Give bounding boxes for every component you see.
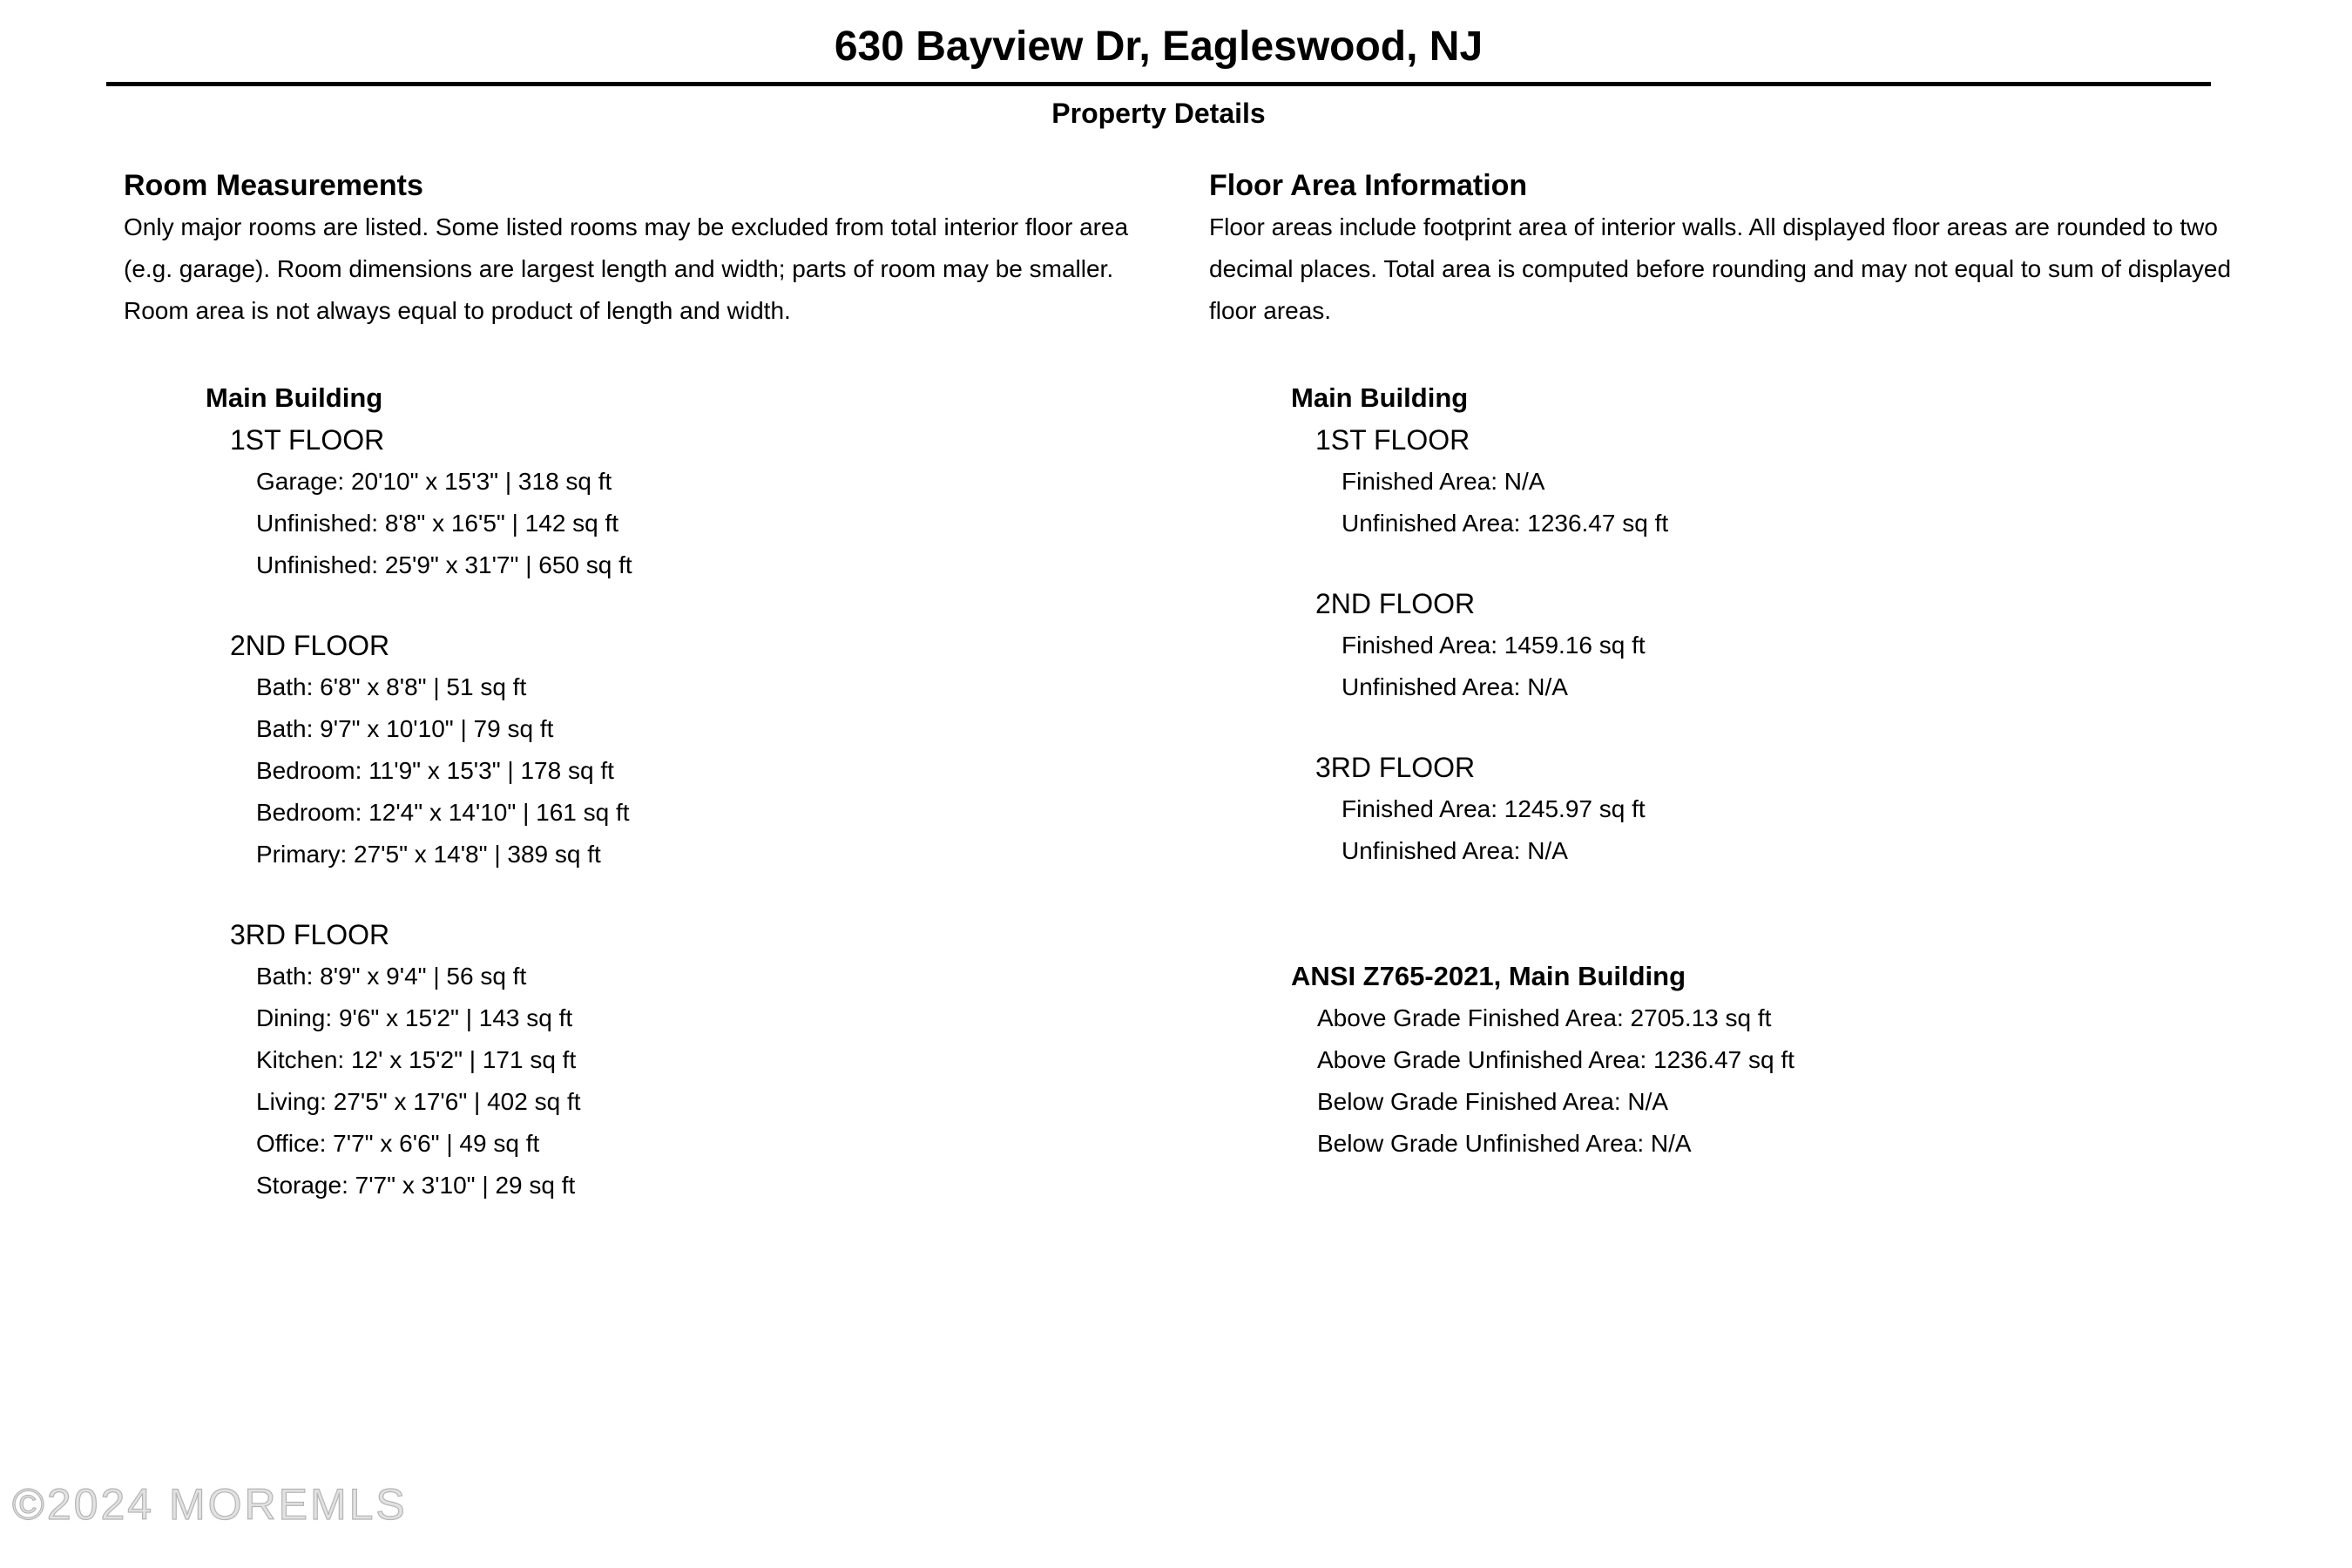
floor-area-value: Unfinished Area: N/A: [1342, 673, 1568, 700]
room-measurement: Bath: 6'8" x 8'8" | 51 sq ft: [256, 673, 527, 700]
ansi-area-value: Below Grade Unfinished Area: N/A: [1317, 1130, 1692, 1157]
room-measurement: Unfinished: 25'9" x 31'7" | 650 sq ft: [256, 551, 632, 578]
floor-name: 3RD FLOOR: [230, 919, 390, 950]
room-measurement: Living: 27'5" x 17'6" | 402 sq ft: [256, 1088, 581, 1115]
floor-area-block-3rd: [1209, 747, 2285, 872]
ansi-area-value: Above Grade Unfinished Area: 1236.47 sq ft: [1317, 1046, 1794, 1073]
floor-name: 2ND FLOOR: [230, 630, 390, 661]
room-measurement: Unfinished: 8'8" x 16'5" | 142 sq ft: [256, 510, 619, 537]
floor-area-information-section: [1209, 165, 2285, 1165]
floor-name: 1ST FLOOR: [230, 424, 385, 456]
room-measurement: Dining: 9'6" x 15'2" | 143 sq ft: [256, 1004, 573, 1031]
floor-area-value: Finished Area: N/A: [1342, 468, 1545, 495]
building-name: Main Building: [206, 382, 383, 413]
page-subtitle: Property Details: [1051, 98, 1266, 129]
document-header: [106, 0, 2211, 140]
ansi-area-value: Below Grade Finished Area: N/A: [1317, 1088, 1669, 1115]
ansi-heading: ANSI Z765-2021, Main Building: [1291, 961, 1686, 991]
room-measurement: Primary: 27'5" x 14'8" | 389 sq ft: [256, 841, 601, 868]
room-measurements-section: [124, 165, 1182, 1206]
description-line: Room area is not always equal to product of length and width.: [124, 297, 791, 324]
floor-name: 3RD FLOOR: [1315, 752, 1476, 783]
description-line: (e.g. garage). Room dimensions are largest length and width; parts of room may be smaller.: [124, 255, 1114, 282]
room-measurement: Bath: 8'9" x 9'4" | 56 sq ft: [256, 963, 527, 990]
description-line: decimal places. Total area is computed before rounding and may not equal to sum of displayed: [1209, 255, 2232, 282]
floor-area-value: Unfinished Area: 1236.47 sq ft: [1342, 510, 1669, 537]
building-name: Main Building: [1291, 382, 1469, 413]
page-title: 630 Bayview Dr, Eagleswood, NJ: [834, 24, 1484, 70]
room-measurement: Bedroom: 12'4" x 14'10" | 161 sq ft: [256, 799, 630, 826]
room-measurement: Bath: 9'7" x 10'10" | 79 sq ft: [256, 715, 554, 742]
floor-area-value: Unfinished Area: N/A: [1342, 837, 1568, 864]
ansi-area-value: Above Grade Finished Area: 2705.13 sq ft: [1317, 1004, 1772, 1031]
floor-name: 1ST FLOOR: [1315, 424, 1470, 456]
room-measurements-description: [124, 206, 1182, 332]
floor-block-3rd: [124, 914, 1182, 1206]
floor-area-information-heading: Floor Area Information: [1209, 169, 1528, 202]
description-line: Floor areas include footprint area of interior walls. All displayed floor areas are rounded to two: [1209, 213, 2218, 240]
room-measurement: Bedroom: 11'9" x 15'3" | 178 sq ft: [256, 757, 614, 784]
floor-name: 2ND FLOOR: [1315, 588, 1476, 619]
description-line: Only major rooms are listed. Some listed rooms may be excluded from total interior floor area: [124, 213, 1129, 240]
floor-area-block-1st: [1209, 419, 2285, 544]
mls-watermark: ©2024 MOREMLS: [12, 1480, 408, 1529]
floor-block-1st: [124, 419, 1182, 586]
floor-area-value: Finished Area: 1245.97 sq ft: [1342, 795, 1646, 822]
description-line: floor areas.: [1209, 297, 1332, 324]
floor-block-2nd: [124, 625, 1182, 875]
ansi-block: [1209, 956, 2285, 1165]
floor-area-block-2nd: [1209, 583, 2285, 708]
room-measurements-heading: Room Measurements: [124, 169, 423, 202]
floor-area-value: Finished Area: 1459.16 sq ft: [1342, 632, 1646, 659]
room-measurement: Office: 7'7" x 6'6" | 49 sq ft: [256, 1130, 540, 1157]
floor-area-description: [1209, 206, 2285, 332]
room-measurement: Storage: 7'7" x 3'10" | 29 sq ft: [256, 1172, 576, 1199]
room-measurement: Garage: 20'10" x 15'3" | 318 sq ft: [256, 468, 612, 495]
room-measurement: Kitchen: 12' x 15'2" | 171 sq ft: [256, 1046, 577, 1073]
